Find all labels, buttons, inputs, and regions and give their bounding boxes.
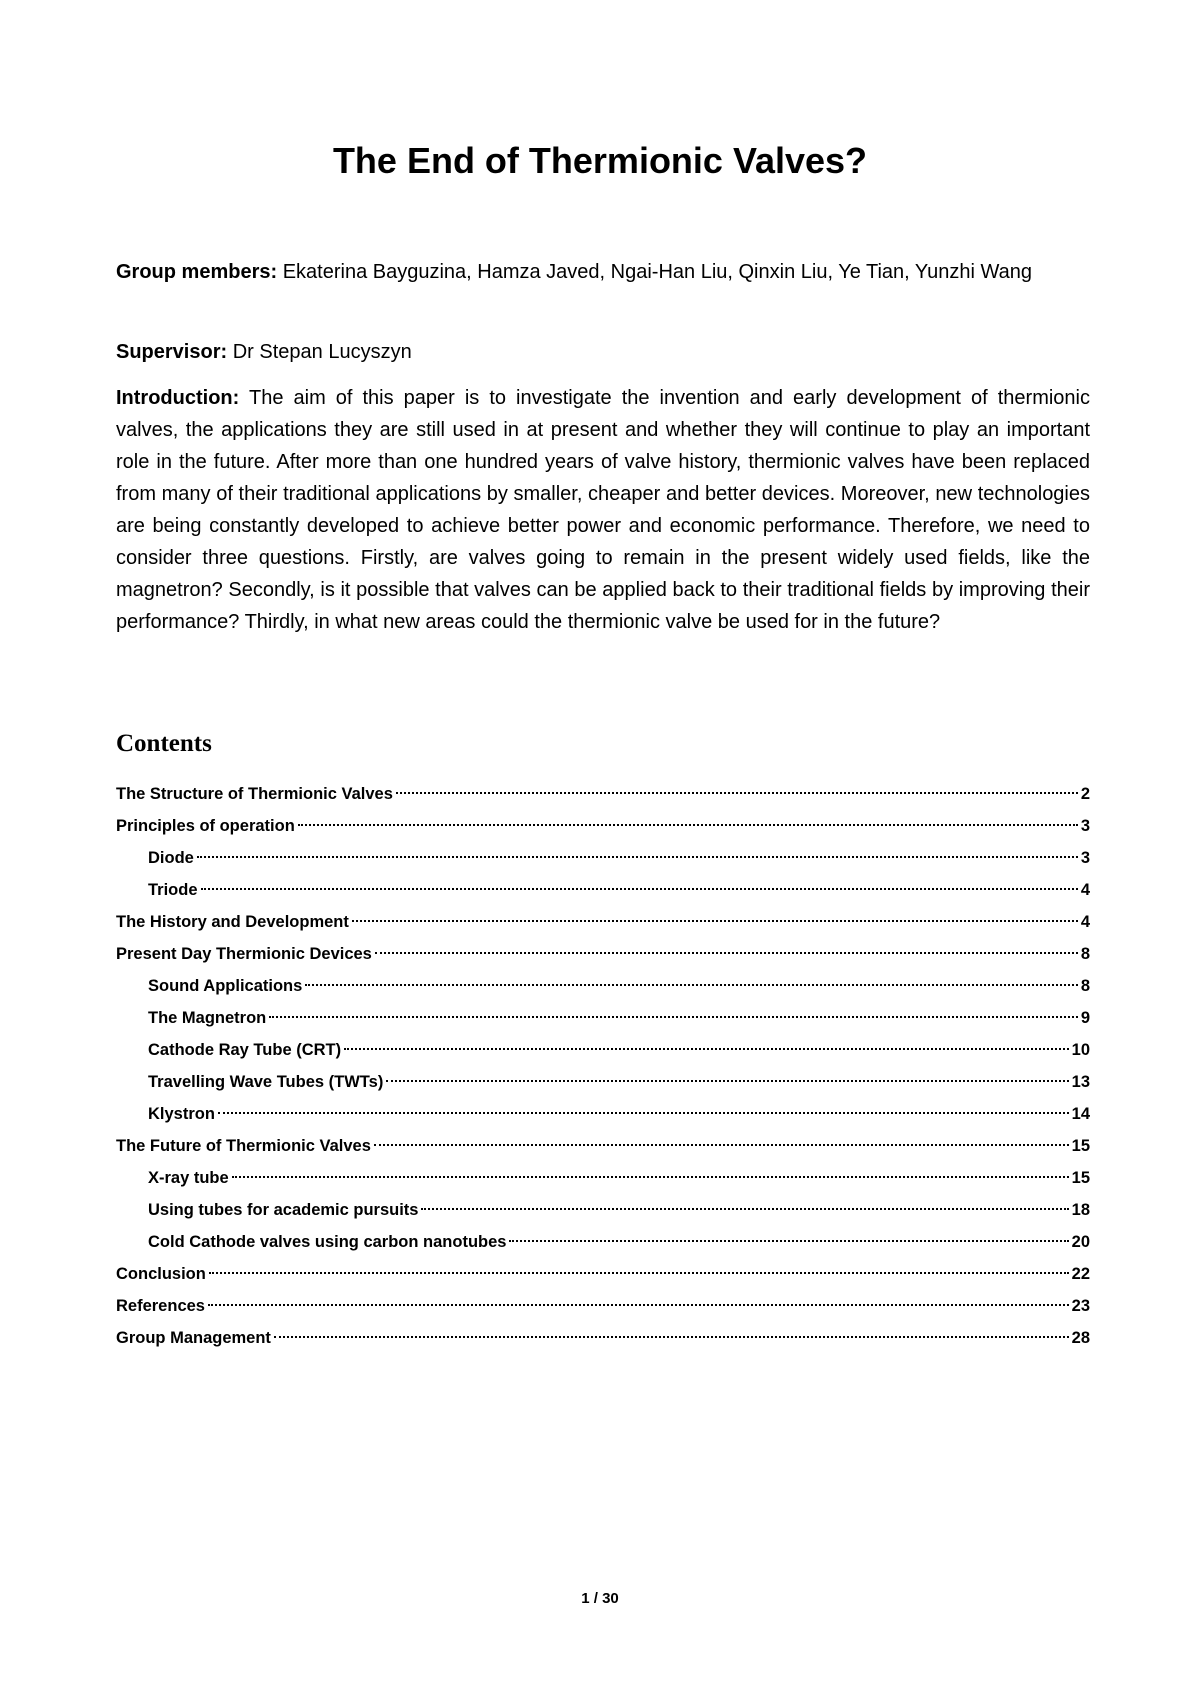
toc-entry-page: 4 bbox=[1080, 881, 1090, 899]
toc-entry-page: 8 bbox=[1080, 977, 1090, 995]
toc-entry-title: Using tubes for academic pursuits bbox=[148, 1201, 419, 1219]
toc-entry-page: 23 bbox=[1071, 1297, 1090, 1315]
toc-entry-title: Klystron bbox=[148, 1105, 215, 1123]
toc-entry-title: Travelling Wave Tubes (TWTs) bbox=[148, 1073, 384, 1091]
toc-entry-title: Group Management bbox=[116, 1329, 271, 1347]
toc-subentry[interactable] bbox=[116, 1226, 1090, 1258]
toc-entry-page: 22 bbox=[1071, 1265, 1090, 1283]
toc-entry-title: Sound Applications bbox=[148, 977, 303, 995]
toc-leader bbox=[509, 1240, 1068, 1242]
supervisor-text: Dr Stepan Lucyszyn bbox=[227, 341, 412, 363]
toc-subentry[interactable] bbox=[116, 1034, 1090, 1066]
toc-entry-title: Cathode Ray Tube (CRT) bbox=[148, 1041, 342, 1059]
toc-leader bbox=[209, 1272, 1069, 1274]
toc-subentry[interactable] bbox=[116, 842, 1090, 874]
toc-entry[interactable] bbox=[116, 1322, 1090, 1354]
toc-entry-title: The Future of Thermionic Valves bbox=[116, 1137, 371, 1155]
toc-subentry[interactable] bbox=[116, 874, 1090, 906]
toc-leader bbox=[386, 1080, 1068, 1082]
toc-entry[interactable] bbox=[116, 1290, 1090, 1322]
toc-subentry[interactable] bbox=[116, 1098, 1090, 1130]
toc-entry-title: Cold Cathode valves using carbon nanotubes bbox=[148, 1233, 507, 1251]
toc-entry-page: 8 bbox=[1080, 945, 1090, 963]
group-members-text: Ekaterina Bayguzina, Hamza Javed, Ngai-Han Liu, Qinxin Liu, Ye Tian, Yunzhi Wang bbox=[277, 261, 1033, 283]
toc-leader bbox=[208, 1304, 1069, 1306]
toc-entry-title: Triode bbox=[148, 881, 198, 899]
toc-entry-title: Principles of operation bbox=[116, 817, 295, 835]
toc-entry-page: 3 bbox=[1080, 849, 1090, 867]
toc-entry[interactable] bbox=[116, 810, 1090, 842]
toc-entry[interactable] bbox=[116, 906, 1090, 938]
toc-subentry[interactable] bbox=[116, 1066, 1090, 1098]
document-title: The End of Thermionic Valves? bbox=[332, 140, 868, 181]
toc-leader bbox=[269, 1016, 1078, 1018]
supervisor-label: Supervisor: bbox=[116, 341, 228, 363]
introduction-text: The aim of this paper is to investigate the invention and early development of thermionic valves, the applications they are still used in at present and whether they will continue to play an important role in the future. After more than one hundred years of valve history, thermionic valves have been replaced from many of their traditional applications by smaller, cheaper and better devices. Moreover, new technologies are being constantly developed to achieve better power and economic performance. Therefore, we need to consider three questions. Firstly, are valves going to remain in the present widely used fields, like the magnetron? Secondly, is it possible that valves can be applied back to their traditional fields by improving their performance? Thirdly, in what new areas could the thermionic valve be used for in the future? bbox=[116, 387, 1090, 633]
toc-leader bbox=[197, 856, 1078, 858]
toc-subentry[interactable] bbox=[116, 1194, 1090, 1226]
introduction-paragraph bbox=[116, 382, 1090, 638]
toc-leader bbox=[232, 1176, 1069, 1178]
toc-entry-page: 10 bbox=[1071, 1041, 1090, 1059]
toc-entry-page: 14 bbox=[1071, 1105, 1090, 1123]
toc-subentry[interactable] bbox=[116, 1162, 1090, 1194]
table-of-contents bbox=[116, 778, 1090, 1354]
toc-leader bbox=[201, 888, 1078, 890]
toc-leader bbox=[218, 1112, 1069, 1114]
toc-entry-title: Present Day Thermionic Devices bbox=[116, 945, 372, 963]
toc-entry-page: 15 bbox=[1071, 1169, 1090, 1187]
toc-entry-title: Diode bbox=[148, 849, 194, 867]
toc-leader bbox=[305, 984, 1078, 986]
toc-subentry[interactable] bbox=[116, 1002, 1090, 1034]
toc-entry-page: 3 bbox=[1080, 817, 1090, 835]
toc-leader bbox=[374, 1144, 1069, 1146]
toc-leader bbox=[344, 1048, 1069, 1050]
toc-leader bbox=[396, 792, 1078, 794]
supervisor-paragraph bbox=[116, 336, 1090, 368]
introduction-label: Introduction: bbox=[116, 387, 240, 409]
toc-entry-title: Conclusion bbox=[116, 1265, 206, 1283]
toc-entry-page: 18 bbox=[1071, 1201, 1090, 1219]
toc-entry[interactable] bbox=[116, 1130, 1090, 1162]
toc-entry-title: The History and Development bbox=[116, 913, 349, 931]
toc-leader bbox=[274, 1336, 1069, 1338]
toc-entry-title: The Magnetron bbox=[148, 1009, 267, 1027]
toc-entry-title: References bbox=[116, 1297, 205, 1315]
toc-entry-page: 2 bbox=[1080, 785, 1090, 803]
toc-entry-title: X-ray tube bbox=[148, 1169, 229, 1187]
page-indicator: 1 / 30 bbox=[581, 1590, 619, 1607]
toc-entry-page: 28 bbox=[1071, 1329, 1090, 1347]
toc-subentry[interactable] bbox=[116, 970, 1090, 1002]
contents-heading: Contents bbox=[116, 730, 212, 757]
group-members-paragraph bbox=[116, 256, 1090, 288]
toc-entry[interactable] bbox=[116, 778, 1090, 810]
toc-leader bbox=[298, 824, 1078, 826]
toc-entry-title: The Structure of Thermionic Valves bbox=[116, 785, 393, 803]
toc-entry-page: 15 bbox=[1071, 1137, 1090, 1155]
toc-leader bbox=[375, 952, 1078, 954]
toc-entry-page: 4 bbox=[1080, 913, 1090, 931]
toc-entry-page: 13 bbox=[1071, 1073, 1090, 1091]
group-members-label: Group members: bbox=[116, 261, 278, 283]
toc-entry[interactable] bbox=[116, 1258, 1090, 1290]
toc-leader bbox=[421, 1208, 1068, 1210]
toc-entry[interactable] bbox=[116, 938, 1090, 970]
toc-leader bbox=[352, 920, 1078, 922]
toc-entry-page: 9 bbox=[1080, 1009, 1090, 1027]
toc-entry-page: 20 bbox=[1071, 1233, 1090, 1251]
